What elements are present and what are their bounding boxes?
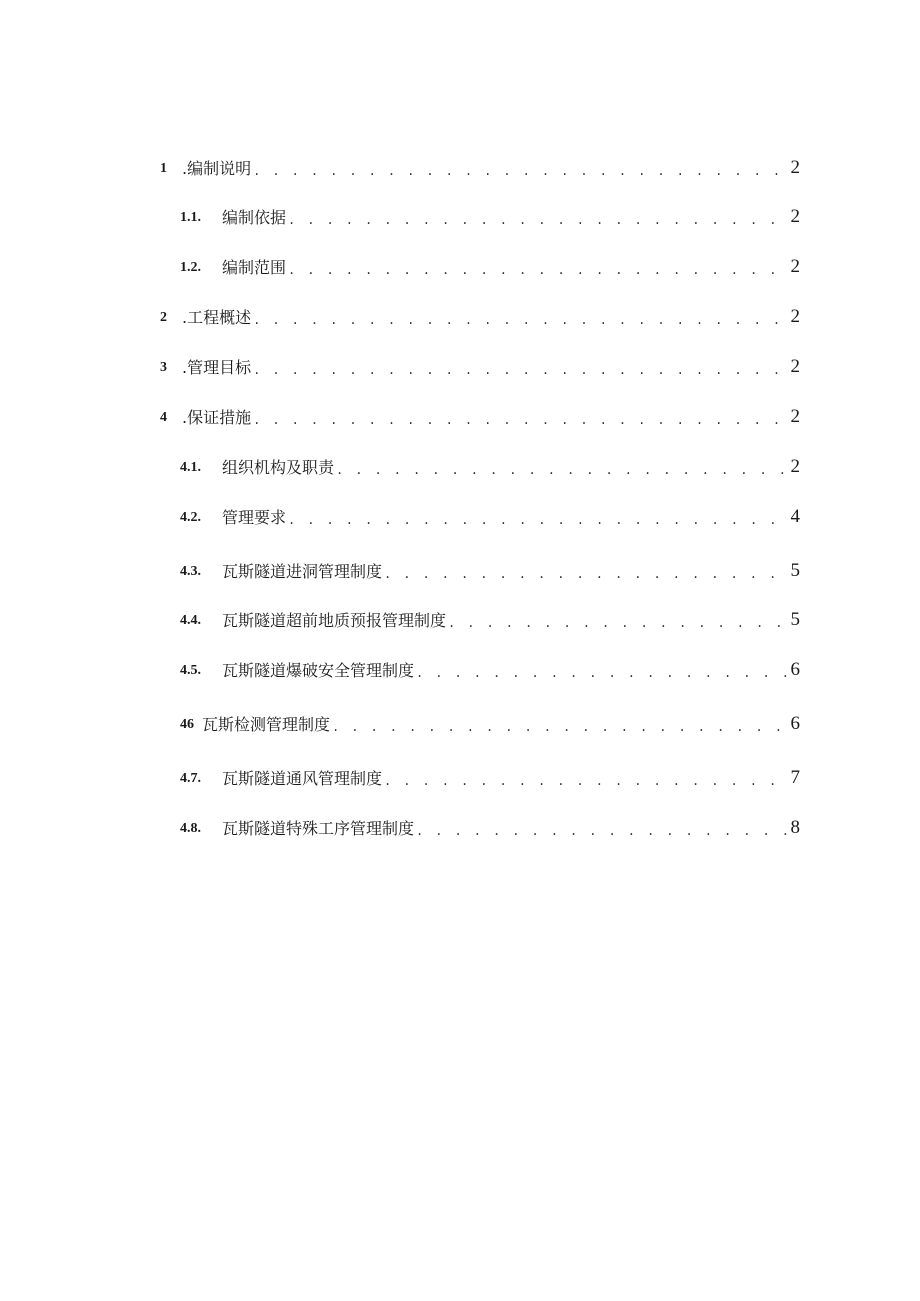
dot-leader xyxy=(384,773,786,789)
toc-entry-title: .管理目标 xyxy=(182,358,252,377)
toc-entry-title: 编制依据 xyxy=(222,208,287,227)
toc-entry-4[interactable] xyxy=(160,404,800,428)
toc-entry-title: .保证措施 xyxy=(182,408,252,427)
toc-entry-number: 4.5. xyxy=(180,663,201,678)
dot-leader xyxy=(253,412,786,428)
toc-entry-title: .编制说明 xyxy=(182,159,252,178)
dot-leader xyxy=(448,615,786,631)
toc-entry-page: 6 xyxy=(790,713,800,734)
toc-entry-number: 3 xyxy=(160,360,167,375)
toc-entry-number: 4.4. xyxy=(180,613,201,628)
toc-entry-1-2[interactable] xyxy=(180,254,800,278)
toc-entry-number: 1 xyxy=(160,161,167,176)
toc-entry-page: 6 xyxy=(790,659,800,680)
toc-entry-4-2[interactable] xyxy=(180,504,800,528)
toc-entry-page: 8 xyxy=(790,817,800,838)
toc-entry-title: .工程概述 xyxy=(182,308,252,327)
dot-leader xyxy=(253,163,786,179)
toc-entry-page: 5 xyxy=(790,609,800,630)
toc-entry-number: 4.7. xyxy=(180,771,201,786)
toc-entry-page: 2 xyxy=(790,306,800,327)
toc-entry-page: 2 xyxy=(790,356,800,377)
toc-entry-title: 编制范围 xyxy=(222,258,287,277)
toc-entry-number: 4.3. xyxy=(180,564,201,579)
toc-entry-page: 2 xyxy=(790,256,800,277)
toc-entry-page: 2 xyxy=(790,206,800,227)
dot-leader xyxy=(416,823,786,839)
toc-entry-1[interactable] xyxy=(160,155,800,179)
toc-entry-3[interactable] xyxy=(160,354,800,378)
toc-entry-4-5[interactable] xyxy=(180,657,800,681)
dot-leader xyxy=(253,312,786,328)
toc-entry-title: 瓦斯隧道爆破安全管理制度 xyxy=(222,661,415,680)
toc-entry-page: 5 xyxy=(790,560,800,581)
toc-entry-page: 2 xyxy=(790,406,800,427)
toc-entry-number: 46 xyxy=(180,717,194,732)
toc-entry-number: 1.1. xyxy=(180,210,201,225)
toc-entry-4-8[interactable] xyxy=(180,815,800,839)
toc-entry-title: 管理要求 xyxy=(222,508,287,527)
toc-entry-number: 4.2. xyxy=(180,510,201,525)
toc-entry-page: 7 xyxy=(790,767,800,788)
toc-entry-4-3[interactable] xyxy=(180,558,800,582)
toc-entry-4-6[interactable] xyxy=(180,711,800,735)
dot-leader xyxy=(336,462,786,478)
dot-leader xyxy=(332,719,786,735)
toc-entry-4-7[interactable] xyxy=(180,765,800,789)
toc-entry-title: 瓦斯隧道进洞管理制度 xyxy=(222,562,383,581)
toc-entry-title: 组织机构及职责 xyxy=(222,458,335,477)
toc-entry-page: 2 xyxy=(790,456,800,477)
toc-entry-number: 4.8. xyxy=(180,821,201,836)
toc-entry-2[interactable] xyxy=(160,304,800,328)
dot-leader xyxy=(253,362,786,378)
dot-leader xyxy=(288,262,786,278)
dot-leader xyxy=(384,566,786,582)
dot-leader xyxy=(416,665,786,681)
toc-entry-1-1[interactable] xyxy=(180,204,800,228)
toc-entry-4-4[interactable] xyxy=(180,607,800,631)
toc-entry-number: 4.1. xyxy=(180,460,201,475)
toc-entry-4-1[interactable] xyxy=(180,454,800,478)
toc-entry-number: 4 xyxy=(160,410,167,425)
toc-entry-title: 瓦斯隧道通风管理制度 xyxy=(222,769,383,788)
dot-leader xyxy=(288,512,786,528)
dot-leader xyxy=(288,212,786,228)
toc-entry-title: 瓦斯隧道超前地质预报管理制度 xyxy=(222,611,447,630)
toc-entry-page: 2 xyxy=(790,157,800,178)
toc-entry-number: 1.2. xyxy=(180,260,201,275)
toc-entry-number: 2 xyxy=(160,310,167,325)
toc-entry-page: 4 xyxy=(790,506,800,527)
toc-entry-title: 瓦斯隧道特殊工序管理制度 xyxy=(222,819,415,838)
toc-entry-title: 瓦斯检测管理制度 xyxy=(202,715,331,734)
